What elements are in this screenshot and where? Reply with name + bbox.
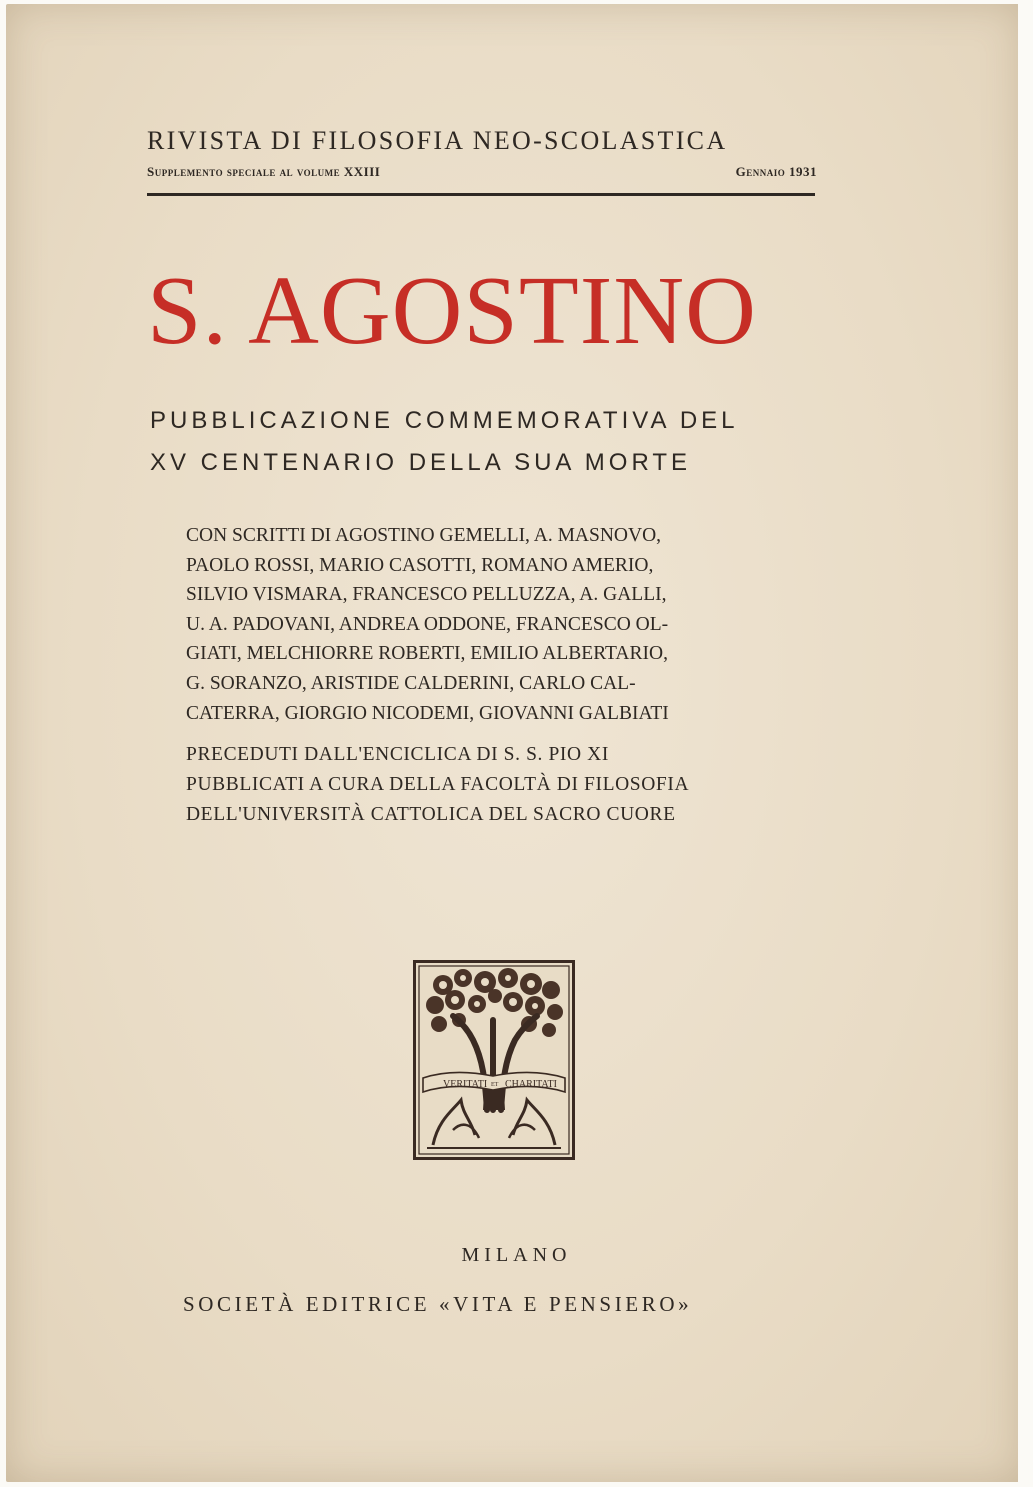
authors-list (186, 521, 806, 728)
authors-line: CATERRA, GIORGIO NICODEMI, GIOVANNI GALBIATI (186, 702, 669, 724)
book-subtitle (150, 400, 840, 484)
authors-line: PAOLO ROSSI, MARIO CASOTTI, ROMANO AMERIO, (186, 554, 654, 576)
supplement-note: Supplemento speciale al volume XXIII (147, 164, 381, 179)
journal-subheader (147, 164, 817, 180)
authors-line: GIATI, MELCHIORRE ROBERTI, EMILIO ALBERTARIO, (186, 643, 668, 665)
authors-line: U. A. PADOVANI, ANDREA ODDONE, FRANCESCO OL- (186, 613, 669, 635)
subtitle-line: PUBBLICAZIONE COMMEMORATIVA DEL (150, 407, 739, 434)
book-title: S. AGOSTINO (147, 257, 757, 365)
issue-date: Gennaio 1931 (735, 164, 817, 179)
svg-text:ET: ET (491, 1082, 499, 1088)
svg-text:VERITATI: VERITATI (443, 1079, 488, 1090)
authors-line: CON SCRITTI DI AGOSTINO GEMELLI, A. MASNOVO, (186, 525, 662, 546)
header-rule (147, 193, 815, 196)
journal-header (147, 126, 817, 180)
edition-notes (186, 740, 806, 830)
journal-title: RIVISTA DI FILOSOFIA NEO-SCOLASTICA (147, 126, 728, 155)
authors-line: SILVIO VISMARA, FRANCESCO PELLUZZA, A. GALLI, (186, 584, 667, 606)
tree-emblem-icon (413, 960, 575, 1160)
svg-text:CHARITATI: CHARITATI (505, 1079, 557, 1090)
authors-line: G. SORANZO, ARISTIDE CALDERINI, CARLO CAL- (186, 672, 636, 694)
edition-line: PRECEDUTI DALL'ENCICLICA DI S. S. PIO XI (186, 744, 609, 765)
publisher-name: SOCIETÀ EDITRICE «VITA E PENSIERO» (183, 1292, 693, 1316)
edition-line: DELL'UNIVERSITÀ CATTOLICA DEL SACRO CUORE (186, 804, 676, 825)
subtitle-line: XV CENTENARIO DELLA SUA MORTE (150, 449, 692, 476)
publication-city: MILANO (461, 1244, 572, 1266)
edition-line: PUBBLICATI A CURA DELLA FACOLTÀ DI FILOSOFIA (186, 774, 690, 795)
